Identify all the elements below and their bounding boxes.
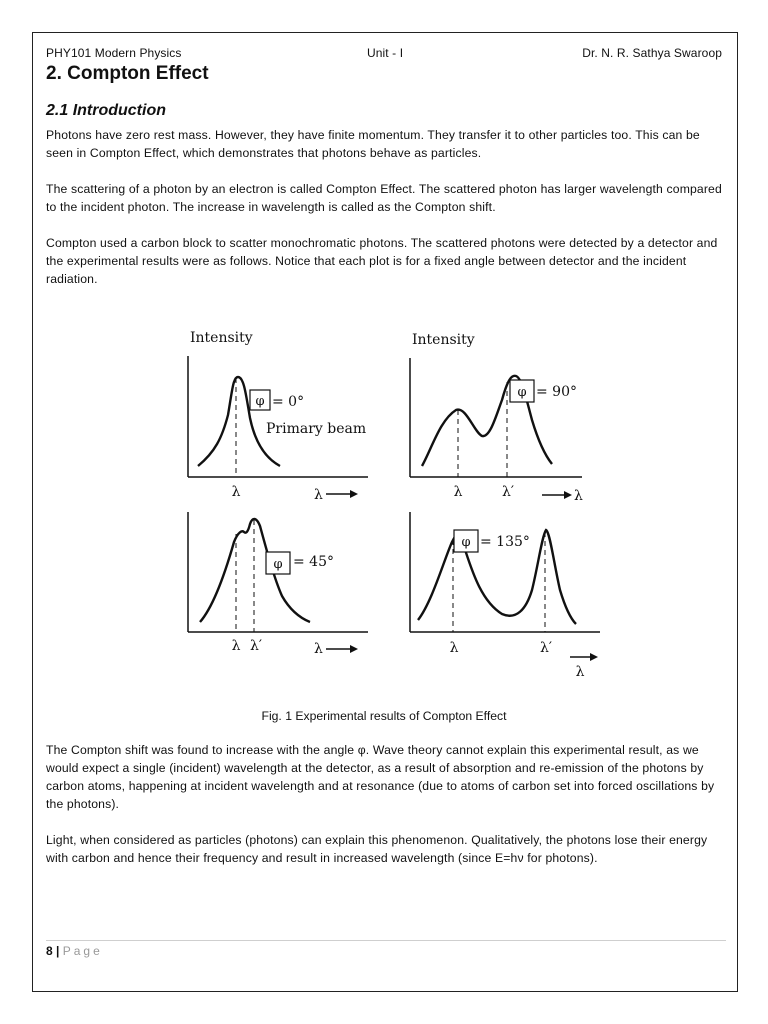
page-number: 8 <box>46 944 53 958</box>
p90-angle: = 90° <box>536 384 577 400</box>
p90-intensity-label: Intensity <box>412 332 475 348</box>
figure-caption: Fig. 1 Experimental results of Compton Effect <box>261 709 507 723</box>
header-course: PHY101 Modern Physics <box>46 46 182 60</box>
p45-angle: = 45° <box>293 554 334 570</box>
p90-axis-lambda: λ <box>574 488 583 504</box>
p135-axis-arrowhead <box>590 653 598 661</box>
compton-plots-svg <box>170 320 600 690</box>
p0-phi-symbol: φ <box>255 394 265 409</box>
p45-curve <box>200 519 310 622</box>
p45-lambda-prime-label: λ′ <box>249 638 263 654</box>
p90-lambda-prime-label: λ′ <box>501 484 515 500</box>
p0-lambda-label: λ <box>231 484 241 500</box>
page-label: Page <box>62 944 103 958</box>
p45-axis-lambda: λ <box>314 641 323 657</box>
p90-lambda-label: λ <box>453 484 463 500</box>
paragraph-4: The Compton shift was found to increase with the angle φ. Wave theory cannot explain this experimental result, as we would expect a single (incident) wavelength at the detector, as a result of absorption and re-emission of the photons by carbon atoms, happening at incident wavelength and at resonance (due to atoms of carbon set into forced oscillations by the photons). <box>46 743 715 811</box>
header-unit: Unit - I <box>367 46 404 60</box>
section-heading: 2.1 Introduction <box>46 102 166 119</box>
p0-angle: = 0° <box>272 394 305 410</box>
p0-primary-beam: Primary beam <box>266 421 367 437</box>
p0-intensity-label: Intensity <box>190 330 253 346</box>
p90-axis-arrowhead <box>564 491 572 499</box>
paragraph-2: The scattering of a photon by an electron is called Compton Effect. The scattered photon has larger wavelength compared to the incident photon. The increase in wavelength is called as the Compton shift. <box>46 182 722 214</box>
compton-figure <box>170 320 600 690</box>
page-title: 2. Compton Effect <box>46 63 209 84</box>
p0-axis-lambda: λ <box>314 487 323 503</box>
p0-axis-arrowhead <box>350 490 358 498</box>
p135-phi-symbol: φ <box>461 535 471 550</box>
p45-axis-arrowhead <box>350 645 358 653</box>
p135-axis-lambda: λ <box>575 664 585 680</box>
p135-lambda-label: λ <box>449 640 459 656</box>
header-author: Dr. N. R. Sathya Swaroop <box>582 46 722 60</box>
paragraph-1: Photons have zero rest mass. However, they have finite momentum. They transfer it to other particles too. This can be seen in Compton Effect, which demonstrates that photons behave as particles. <box>46 128 700 160</box>
footer-divider <box>46 940 726 941</box>
p45-lambda-label: λ <box>231 638 241 654</box>
footer-separator: | <box>56 944 60 958</box>
p90-phi-symbol: φ <box>517 385 527 400</box>
paragraph-3: Compton used a carbon block to scatter monochromatic photons. The scattered photons were detected by a detector and the experimental results were as follows. Notice that each plot is for a fixed angle between detector and the incident radiation. <box>46 236 718 286</box>
p45-phi-symbol: φ <box>273 557 283 572</box>
p135-angle: = 135° <box>480 534 530 550</box>
paragraph-5: Light, when considered as particles (photons) can explain this phenomenon. Qualitatively, the photons lose their energy with carbon and hence their frequency and result in increased wavelength (since E=hν for photons). <box>46 833 708 865</box>
page-footer <box>46 944 103 958</box>
p135-lambda-prime-label: λ′ <box>539 640 553 656</box>
